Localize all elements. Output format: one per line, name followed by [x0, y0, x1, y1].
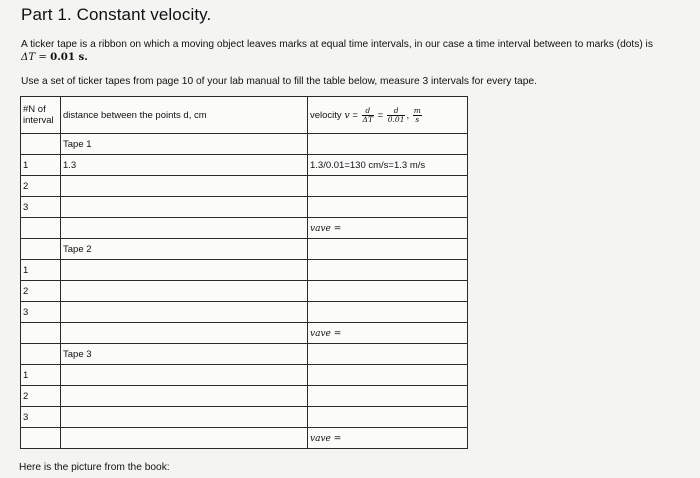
- table-row: [21, 302, 468, 323]
- table-body: [21, 134, 468, 449]
- distance-cell[interactable]: [61, 407, 308, 428]
- table-row: [21, 155, 468, 176]
- formula-end: .: [84, 51, 88, 63]
- vave-label: vave =: [310, 223, 342, 234]
- velocity-cell[interactable]: [308, 407, 468, 428]
- tape-name: Tape 3: [61, 344, 308, 365]
- formula-unit: s: [74, 51, 85, 63]
- interval-number: 1: [21, 260, 61, 281]
- table-row: [21, 365, 468, 386]
- tape-name-v: [308, 239, 468, 260]
- table-row: [21, 407, 468, 428]
- tape-name-row: [21, 134, 468, 155]
- table-row: [21, 281, 468, 302]
- distance-cell[interactable]: [61, 386, 308, 407]
- frac1-num: d: [362, 107, 374, 116]
- table-row: [21, 176, 468, 197]
- time-interval-formula: [21, 52, 88, 63]
- table-row: [21, 260, 468, 281]
- frac1-den: ΔT: [362, 114, 373, 124]
- distance-cell[interactable]: [61, 302, 308, 323]
- tape-name: Tape 1: [61, 134, 308, 155]
- frac2-den: 0.01: [387, 114, 405, 124]
- fraction-d-over-dt: [362, 107, 374, 124]
- distance-cell[interactable]: [61, 365, 308, 386]
- instructions: Use a set of ticker tapes from page 10 of your lab manual to fill the table below, measure 3 intervals for every tape.: [21, 76, 537, 87]
- vave-cell[interactable]: [308, 218, 468, 239]
- tape-name-n: [21, 344, 61, 365]
- velocity-cell[interactable]: [308, 386, 468, 407]
- avg-n: [21, 428, 61, 449]
- comma: ,: [406, 109, 412, 121]
- velocity-symbol: v: [344, 109, 350, 121]
- vave-label: vave =: [310, 328, 342, 339]
- eq-1: =: [349, 109, 361, 121]
- tape-name-row: [21, 344, 468, 365]
- avg-n: [21, 323, 61, 344]
- velocity-prefix: velocity: [310, 109, 345, 121]
- page-title: Part 1. Constant velocity.: [21, 5, 212, 24]
- interval-number: 3: [21, 302, 61, 323]
- tape-name-row: [21, 239, 468, 260]
- interval-number: 2: [21, 386, 61, 407]
- avg-d: [61, 218, 308, 239]
- velocity-cell[interactable]: [308, 197, 468, 218]
- table-header-row: [21, 97, 468, 134]
- interval-number: 1: [21, 365, 61, 386]
- formula-value: 0.01: [50, 51, 75, 63]
- velocity-cell[interactable]: 1.3/0.01=130 cm/s=1.3 m/s: [308, 155, 468, 176]
- interval-number: 2: [21, 281, 61, 302]
- velocity-cell[interactable]: [308, 365, 468, 386]
- average-velocity-row: [21, 218, 468, 239]
- unit-den: s: [415, 114, 420, 124]
- unit-m-over-s: [413, 107, 422, 124]
- average-velocity-row: [21, 428, 468, 449]
- distance-cell[interactable]: [61, 176, 308, 197]
- velocity-cell[interactable]: [308, 176, 468, 197]
- footer-text: Here is the picture from the book:: [19, 462, 170, 473]
- velocity-cell[interactable]: [308, 281, 468, 302]
- distance-cell[interactable]: [61, 281, 308, 302]
- ticker-tape-table: [20, 96, 468, 449]
- table-row: [21, 197, 468, 218]
- avg-d: [61, 428, 308, 449]
- tape-name-n: [21, 239, 61, 260]
- intro-text: A ticker tape is a ribbon on which a moving object leaves marks at equal time intervals, in our case a time interval between to marks (dots) is: [21, 39, 653, 50]
- distance-cell[interactable]: [61, 260, 308, 281]
- header-interval: #N of interval: [21, 97, 61, 134]
- average-velocity-row: [21, 323, 468, 344]
- tape-name: Tape 2: [61, 239, 308, 260]
- interval-number: 1: [21, 155, 61, 176]
- interval-number: 2: [21, 176, 61, 197]
- eq-2: =: [374, 109, 386, 121]
- frac2-num: d: [387, 107, 406, 116]
- velocity-cell[interactable]: [308, 260, 468, 281]
- distance-cell[interactable]: 1.3: [61, 155, 308, 176]
- table-row: [21, 386, 468, 407]
- avg-d: [61, 323, 308, 344]
- vave-label: vave =: [310, 433, 342, 444]
- tape-name-n: [21, 134, 61, 155]
- formula-lhs: ΔT: [21, 52, 36, 63]
- interval-number: 3: [21, 407, 61, 428]
- tape-name-v: [308, 134, 468, 155]
- tape-name-v: [308, 344, 468, 365]
- avg-n: [21, 218, 61, 239]
- header-velocity: [308, 97, 468, 134]
- header-distance: distance between the points d, cm: [61, 97, 308, 134]
- vave-cell[interactable]: [308, 428, 468, 449]
- intro-paragraph: [21, 38, 686, 64]
- distance-cell[interactable]: [61, 197, 308, 218]
- fraction-d-over-001: [387, 107, 406, 124]
- vave-cell[interactable]: [308, 323, 468, 344]
- velocity-cell[interactable]: [308, 302, 468, 323]
- interval-number: 3: [21, 197, 61, 218]
- formula-eq: =: [35, 52, 51, 63]
- unit-num: m: [413, 105, 421, 115]
